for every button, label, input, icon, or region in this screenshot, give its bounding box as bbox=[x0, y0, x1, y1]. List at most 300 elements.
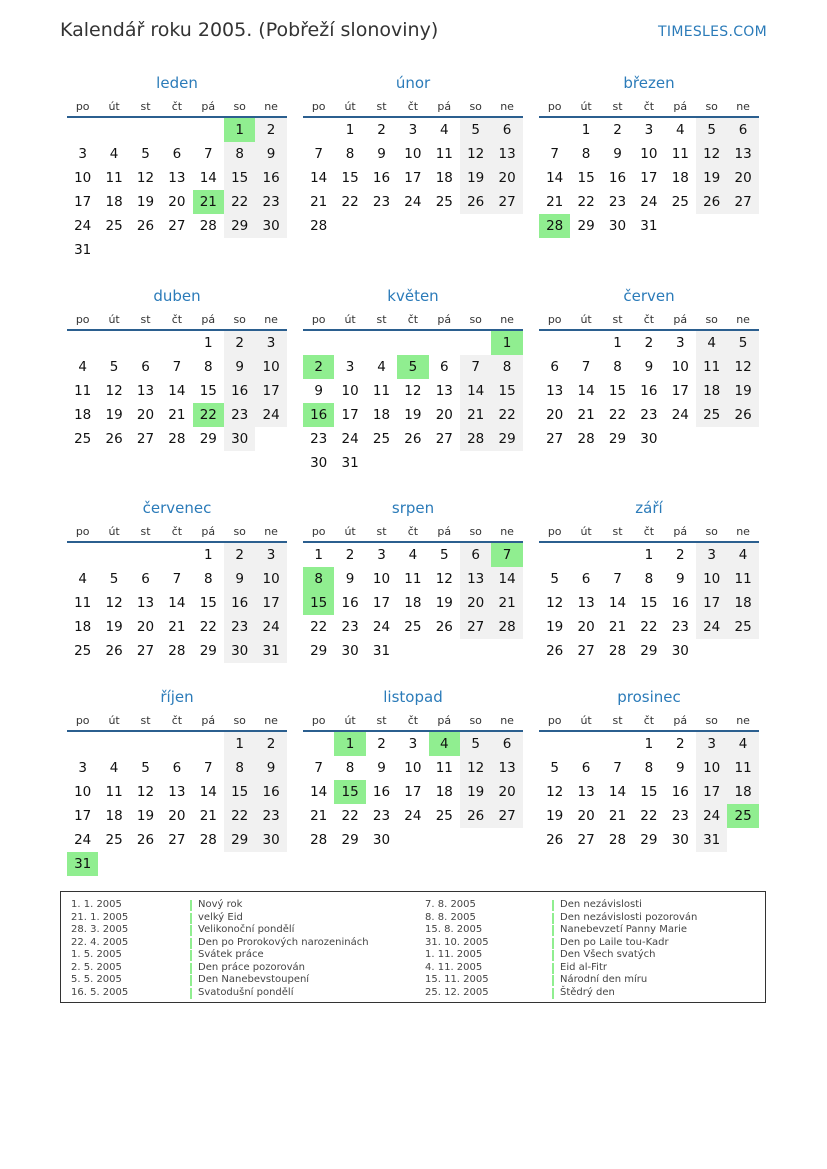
day-cell: 9 bbox=[377, 760, 386, 776]
day-cell: 15 bbox=[491, 379, 522, 403]
day-cell: 22 bbox=[640, 808, 658, 824]
weekday-label: čt bbox=[643, 714, 655, 727]
legend-marker bbox=[190, 988, 192, 999]
day-cell: 26 bbox=[546, 643, 564, 659]
day-cell: 14 bbox=[460, 379, 491, 403]
day-cell: 30 bbox=[224, 427, 255, 451]
legend-date: 15. 11. 2005 bbox=[425, 974, 489, 985]
day-cell: 13 bbox=[168, 784, 186, 800]
day-cell: 4 bbox=[439, 122, 449, 138]
day-cell: 15 bbox=[224, 166, 255, 190]
day-cell: 21 bbox=[310, 808, 328, 824]
day-cell: 19 bbox=[460, 780, 491, 804]
legend-marker bbox=[552, 938, 554, 949]
legend-holiday-name: Svatodušní pondělí bbox=[198, 986, 294, 998]
day-cell: 5 bbox=[439, 547, 449, 563]
day-cell: 12 bbox=[460, 142, 491, 166]
legend-marker bbox=[552, 963, 554, 974]
day-cell: 7 bbox=[613, 571, 622, 587]
day-cell: 13 bbox=[168, 170, 186, 186]
day-cell: 13 bbox=[491, 756, 522, 780]
legend-holiday-name: Den po Prorokových narozeninách bbox=[198, 936, 369, 948]
day-cell: 16 bbox=[640, 383, 658, 399]
day-cell: 25 bbox=[404, 619, 422, 635]
day-cell: 4 bbox=[408, 547, 418, 563]
day-cell: 17 bbox=[696, 780, 727, 804]
day-cell: 2 bbox=[255, 118, 286, 142]
day-cell: 22 bbox=[341, 808, 359, 824]
weekday-label: čt bbox=[171, 714, 183, 727]
day-cell: 9 bbox=[345, 571, 355, 587]
day-cell: 16 bbox=[224, 379, 255, 403]
day-cell: 1 bbox=[203, 547, 213, 563]
day-cell: 2 bbox=[675, 547, 685, 563]
day-cell: 26 bbox=[727, 403, 758, 427]
day-cell: 27 bbox=[491, 190, 522, 214]
day-cell: 9 bbox=[377, 146, 386, 162]
day-cell: 8 bbox=[203, 571, 213, 587]
day-cell: 28 bbox=[460, 427, 491, 451]
day-cell: 24 bbox=[404, 808, 422, 824]
holiday-day-cell: 1 bbox=[334, 732, 365, 756]
day-cell: 8 bbox=[224, 142, 255, 166]
day-cell: 3 bbox=[408, 122, 418, 138]
day-cell: 22 bbox=[199, 619, 217, 635]
day-cell: 11 bbox=[435, 760, 453, 776]
day-cell: 16 bbox=[608, 170, 627, 186]
day-cell: 1 bbox=[644, 547, 654, 563]
day-cell: 19 bbox=[727, 379, 758, 403]
day-cell: 9 bbox=[224, 567, 255, 591]
day-cell: 17 bbox=[74, 808, 92, 824]
day-cell: 14 bbox=[168, 383, 186, 399]
day-cell: 22 bbox=[341, 194, 359, 210]
day-cell: 26 bbox=[136, 218, 155, 234]
weekday-label: ne bbox=[736, 525, 750, 538]
day-cell: 3 bbox=[78, 760, 87, 776]
day-cell: 11 bbox=[74, 383, 92, 399]
day-cell: 5 bbox=[109, 571, 119, 587]
day-cell: 24 bbox=[696, 615, 727, 639]
day-cell: 3 bbox=[255, 331, 286, 355]
day-cell: 28 bbox=[199, 832, 217, 848]
weekday-label: po bbox=[75, 100, 90, 113]
day-cell: 24 bbox=[74, 832, 92, 848]
month-name: únor bbox=[395, 74, 431, 92]
day-cell: 16 bbox=[671, 595, 689, 611]
day-cell: 4 bbox=[675, 122, 685, 138]
day-cell: 27 bbox=[460, 615, 491, 639]
day-cell: 10 bbox=[696, 756, 727, 780]
day-cell: 7 bbox=[460, 355, 491, 379]
day-cell: 5 bbox=[550, 571, 559, 587]
day-cell: 25 bbox=[74, 431, 92, 447]
weekday-label: út bbox=[344, 714, 356, 727]
day-cell: 6 bbox=[172, 760, 182, 776]
weekday-label: pá bbox=[437, 313, 452, 326]
day-cell: 6 bbox=[172, 146, 182, 162]
weekday-label: pá bbox=[201, 313, 216, 326]
month-name: prosinec bbox=[617, 688, 681, 706]
legend-marker bbox=[190, 900, 192, 911]
holiday-day-cell: 1 bbox=[491, 331, 522, 355]
day-cell: 22 bbox=[224, 190, 255, 214]
day-cell: 16 bbox=[372, 784, 391, 800]
day-cell: 10 bbox=[404, 760, 422, 776]
holiday-day-cell: 1 bbox=[224, 118, 255, 142]
day-cell: 6 bbox=[550, 359, 559, 375]
legend-marker bbox=[552, 975, 554, 986]
day-cell: 18 bbox=[435, 170, 453, 186]
day-cell: 10 bbox=[74, 170, 92, 186]
day-cell: 14 bbox=[310, 170, 328, 186]
day-cell: 1 bbox=[613, 335, 622, 351]
day-cell: 21 bbox=[199, 808, 217, 824]
holiday-day-cell: 16 bbox=[303, 403, 334, 427]
day-cell: 7 bbox=[172, 571, 182, 587]
legend-marker bbox=[552, 950, 554, 961]
day-cell: 19 bbox=[105, 407, 123, 423]
day-cell: 2 bbox=[224, 331, 255, 355]
day-cell: 20 bbox=[491, 166, 522, 190]
day-cell: 26 bbox=[105, 431, 123, 447]
weekday-label: po bbox=[75, 313, 90, 326]
weekday-label: út bbox=[344, 313, 356, 326]
legend-marker bbox=[552, 900, 554, 911]
weekday-label: čt bbox=[407, 525, 419, 538]
weekday-label: so bbox=[233, 100, 246, 113]
day-cell: 7 bbox=[172, 359, 182, 375]
day-cell: 9 bbox=[314, 383, 323, 399]
weekday-label: pá bbox=[201, 714, 216, 727]
weekday-label: pá bbox=[673, 525, 688, 538]
day-cell: 17 bbox=[255, 591, 286, 615]
legend-holiday-name: velký Eid bbox=[198, 911, 243, 923]
day-cell: 8 bbox=[491, 355, 522, 379]
legend-marker bbox=[552, 913, 554, 924]
day-cell: 29 bbox=[608, 431, 627, 447]
day-cell: 25 bbox=[727, 615, 758, 639]
weekday-label: čt bbox=[643, 525, 655, 538]
day-cell: 5 bbox=[109, 359, 119, 375]
day-cell: 4 bbox=[78, 571, 87, 587]
day-cell: 26 bbox=[404, 431, 422, 447]
day-cell: 19 bbox=[460, 166, 491, 190]
weekday-label: čt bbox=[171, 100, 183, 113]
day-cell: 12 bbox=[105, 383, 123, 399]
weekday-label: st bbox=[612, 525, 623, 538]
day-cell: 2 bbox=[675, 736, 685, 752]
day-cell: 1 bbox=[314, 547, 323, 563]
day-cell: 27 bbox=[577, 832, 595, 848]
day-cell: 28 bbox=[199, 218, 217, 234]
legend-date: 15. 8. 2005 bbox=[425, 924, 483, 935]
legend-marker bbox=[190, 963, 192, 974]
legend-date: 2. 5. 2005 bbox=[71, 961, 122, 973]
legend-date: 1. 1. 2005 bbox=[71, 899, 122, 910]
legend-date: 21. 1. 2005 bbox=[71, 911, 129, 923]
legend-holiday-name: Den po Laile tou-Kadr bbox=[560, 936, 669, 948]
day-cell: 25 bbox=[671, 194, 689, 210]
weekday-label: ne bbox=[500, 714, 514, 727]
day-cell: 18 bbox=[727, 780, 758, 804]
day-cell: 30 bbox=[671, 643, 689, 659]
day-cell: 4 bbox=[696, 331, 727, 355]
day-cell: 20 bbox=[577, 619, 595, 635]
day-cell: 19 bbox=[546, 619, 564, 635]
day-cell: 8 bbox=[613, 359, 622, 375]
legend-date: 1. 5. 2005 bbox=[71, 949, 122, 960]
weekday-label: st bbox=[612, 714, 623, 727]
day-cell: 16 bbox=[224, 591, 255, 615]
weekday-label: st bbox=[140, 100, 151, 113]
holiday-day-cell: 2 bbox=[303, 355, 334, 379]
legend-holiday-name: Den nezávislosti pozorován bbox=[560, 911, 698, 923]
day-cell: 20 bbox=[435, 407, 453, 423]
day-cell: 4 bbox=[78, 359, 87, 375]
day-cell: 18 bbox=[435, 784, 453, 800]
weekday-label: po bbox=[311, 714, 326, 727]
day-cell: 19 bbox=[136, 808, 155, 824]
day-cell: 15 bbox=[640, 595, 658, 611]
legend-date: 22. 4. 2005 bbox=[71, 936, 129, 948]
day-cell: 15 bbox=[199, 383, 217, 399]
day-cell: 22 bbox=[608, 407, 627, 423]
legend-marker bbox=[190, 975, 192, 986]
day-cell: 2 bbox=[644, 335, 654, 351]
day-cell: 21 bbox=[546, 194, 564, 210]
legend-holiday-name: Den práce pozorován bbox=[198, 961, 306, 973]
day-cell: 13 bbox=[577, 595, 595, 611]
day-cell: 17 bbox=[74, 194, 92, 210]
day-cell: 15 bbox=[577, 170, 595, 186]
day-cell: 14 bbox=[168, 595, 186, 611]
day-cell: 19 bbox=[435, 595, 453, 611]
day-cell: 17 bbox=[372, 595, 391, 611]
month-name: listopad bbox=[383, 688, 443, 706]
weekday-label: pá bbox=[437, 100, 452, 113]
weekday-label: so bbox=[469, 100, 482, 113]
day-cell: 2 bbox=[345, 547, 355, 563]
day-cell: 7 bbox=[314, 146, 323, 162]
page-title: Kalendář roku 2005. (Pobřeží slonoviny) bbox=[60, 19, 439, 41]
day-cell: 14 bbox=[199, 784, 217, 800]
day-cell: 27 bbox=[136, 643, 155, 659]
day-cell: 30 bbox=[341, 643, 359, 659]
weekday-label: pá bbox=[437, 525, 452, 538]
day-cell: 11 bbox=[727, 756, 758, 780]
holiday-day-cell: 31 bbox=[67, 852, 98, 876]
day-cell: 13 bbox=[491, 142, 522, 166]
weekday-label: út bbox=[108, 525, 120, 538]
day-cell: 20 bbox=[168, 808, 186, 824]
day-cell: 18 bbox=[74, 407, 92, 423]
day-cell: 23 bbox=[372, 194, 391, 210]
weekday-label: po bbox=[311, 525, 326, 538]
day-cell: 30 bbox=[255, 214, 286, 238]
weekday-label: st bbox=[140, 525, 151, 538]
day-cell: 10 bbox=[74, 784, 92, 800]
day-cell: 22 bbox=[577, 194, 595, 210]
day-cell: 9 bbox=[675, 760, 685, 776]
weekday-label: so bbox=[705, 100, 718, 113]
day-cell: 6 bbox=[491, 732, 522, 756]
day-cell: 12 bbox=[460, 756, 491, 780]
day-cell: 5 bbox=[460, 118, 491, 142]
day-cell: 11 bbox=[435, 146, 453, 162]
day-cell: 24 bbox=[74, 218, 92, 234]
day-cell: 26 bbox=[435, 619, 453, 635]
day-cell: 28 bbox=[168, 643, 186, 659]
holiday-legend bbox=[60, 891, 766, 1003]
day-cell: 27 bbox=[491, 804, 522, 828]
legend-holiday-name: Den nezávislosti bbox=[560, 899, 642, 910]
day-cell: 9 bbox=[675, 571, 685, 587]
day-cell: 7 bbox=[203, 760, 213, 776]
day-cell: 31 bbox=[640, 218, 658, 234]
day-cell: 29 bbox=[310, 643, 328, 659]
day-cell: 15 bbox=[199, 595, 217, 611]
day-cell: 6 bbox=[141, 571, 150, 587]
day-cell: 20 bbox=[136, 407, 155, 423]
day-cell: 8 bbox=[345, 760, 355, 776]
day-cell: 6 bbox=[581, 760, 591, 776]
weekday-label: po bbox=[547, 313, 562, 326]
day-cell: 10 bbox=[341, 383, 359, 399]
day-cell: 25 bbox=[372, 431, 391, 447]
weekday-label: ne bbox=[500, 100, 514, 113]
day-cell: 10 bbox=[255, 355, 286, 379]
day-cell: 24 bbox=[255, 403, 286, 427]
day-cell: 28 bbox=[310, 218, 328, 234]
day-cell: 3 bbox=[696, 732, 727, 756]
day-cell: 30 bbox=[671, 832, 689, 848]
day-cell: 10 bbox=[640, 146, 658, 162]
day-cell: 24 bbox=[404, 194, 422, 210]
day-cell: 3 bbox=[78, 146, 87, 162]
day-cell: 14 bbox=[577, 383, 595, 399]
month-name: červenec bbox=[142, 499, 212, 517]
day-cell: 14 bbox=[199, 170, 217, 186]
day-cell: 12 bbox=[136, 170, 155, 186]
day-cell: 21 bbox=[577, 407, 595, 423]
weekday-label: ne bbox=[264, 313, 278, 326]
day-cell: 11 bbox=[727, 567, 758, 591]
weekday-label: čt bbox=[407, 714, 419, 727]
day-cell: 8 bbox=[581, 146, 591, 162]
legend-holiday-name: Nanebevzetí Panny Marie bbox=[560, 924, 688, 935]
day-cell: 3 bbox=[255, 543, 286, 567]
day-cell: 20 bbox=[727, 166, 758, 190]
weekday-label: čt bbox=[171, 525, 183, 538]
day-cell: 27 bbox=[168, 832, 186, 848]
day-cell: 28 bbox=[491, 615, 522, 639]
brand-link[interactable]: TIMESLES.COM bbox=[658, 24, 767, 40]
day-cell: 8 bbox=[224, 756, 255, 780]
day-cell: 24 bbox=[640, 194, 658, 210]
holiday-day-cell: 28 bbox=[539, 214, 570, 238]
day-cell: 15 bbox=[608, 383, 627, 399]
day-cell: 18 bbox=[696, 379, 727, 403]
day-cell: 23 bbox=[372, 808, 391, 824]
day-cell: 20 bbox=[136, 619, 155, 635]
day-cell: 17 bbox=[404, 784, 422, 800]
day-cell: 29 bbox=[577, 218, 595, 234]
day-cell: 12 bbox=[404, 383, 422, 399]
day-cell: 11 bbox=[404, 571, 422, 587]
day-cell: 30 bbox=[372, 832, 391, 848]
legend-date: 4. 11. 2005 bbox=[425, 961, 483, 973]
day-cell: 27 bbox=[435, 431, 453, 447]
weekday-label: út bbox=[580, 313, 592, 326]
day-cell: 3 bbox=[377, 547, 386, 563]
day-cell: 14 bbox=[491, 567, 522, 591]
day-cell: 29 bbox=[199, 431, 217, 447]
weekday-label: pá bbox=[673, 714, 688, 727]
weekday-label: so bbox=[705, 525, 718, 538]
day-cell: 12 bbox=[105, 595, 123, 611]
day-cell: 2 bbox=[377, 736, 386, 752]
day-cell: 18 bbox=[404, 595, 422, 611]
day-cell: 12 bbox=[546, 784, 564, 800]
day-cell: 6 bbox=[439, 359, 449, 375]
day-cell: 20 bbox=[460, 591, 491, 615]
day-cell: 31 bbox=[74, 242, 92, 258]
holiday-day-cell: 15 bbox=[303, 591, 334, 615]
day-cell: 21 bbox=[310, 194, 328, 210]
day-cell: 11 bbox=[105, 784, 123, 800]
weekday-label: st bbox=[376, 100, 387, 113]
weekday-label: po bbox=[311, 100, 326, 113]
day-cell: 22 bbox=[640, 619, 658, 635]
day-cell: 25 bbox=[435, 808, 453, 824]
day-cell: 11 bbox=[372, 383, 391, 399]
day-cell: 15 bbox=[224, 780, 255, 804]
legend-date: 16. 5. 2005 bbox=[71, 986, 129, 998]
day-cell: 25 bbox=[696, 403, 727, 427]
day-cell: 30 bbox=[255, 828, 286, 852]
weekday-label: út bbox=[108, 100, 120, 113]
day-cell: 16 bbox=[341, 595, 359, 611]
day-cell: 26 bbox=[460, 190, 491, 214]
legend-date: 28. 3. 2005 bbox=[71, 924, 129, 935]
weekday-label: pá bbox=[201, 525, 216, 538]
weekday-label: út bbox=[580, 100, 592, 113]
day-cell: 30 bbox=[310, 455, 328, 471]
day-cell: 1 bbox=[345, 122, 355, 138]
legend-date: 5. 5. 2005 bbox=[71, 974, 122, 985]
day-cell: 21 bbox=[491, 591, 522, 615]
day-cell: 26 bbox=[136, 832, 155, 848]
weekday-label: po bbox=[75, 525, 90, 538]
day-cell: 25 bbox=[105, 218, 123, 234]
weekday-label: út bbox=[580, 714, 592, 727]
holiday-day-cell: 25 bbox=[727, 804, 758, 828]
day-cell: 1 bbox=[224, 732, 255, 756]
day-cell: 3 bbox=[408, 736, 418, 752]
day-cell: 3 bbox=[675, 335, 685, 351]
day-cell: 5 bbox=[460, 732, 491, 756]
day-cell: 24 bbox=[671, 407, 689, 423]
day-cell: 16 bbox=[671, 784, 689, 800]
day-cell: 30 bbox=[224, 639, 255, 663]
holiday-day-cell: 4 bbox=[429, 732, 460, 756]
day-cell: 9 bbox=[255, 142, 286, 166]
day-cell: 25 bbox=[105, 832, 123, 848]
day-cell: 27 bbox=[136, 431, 155, 447]
day-cell: 31 bbox=[696, 828, 727, 852]
day-cell: 11 bbox=[671, 146, 689, 162]
